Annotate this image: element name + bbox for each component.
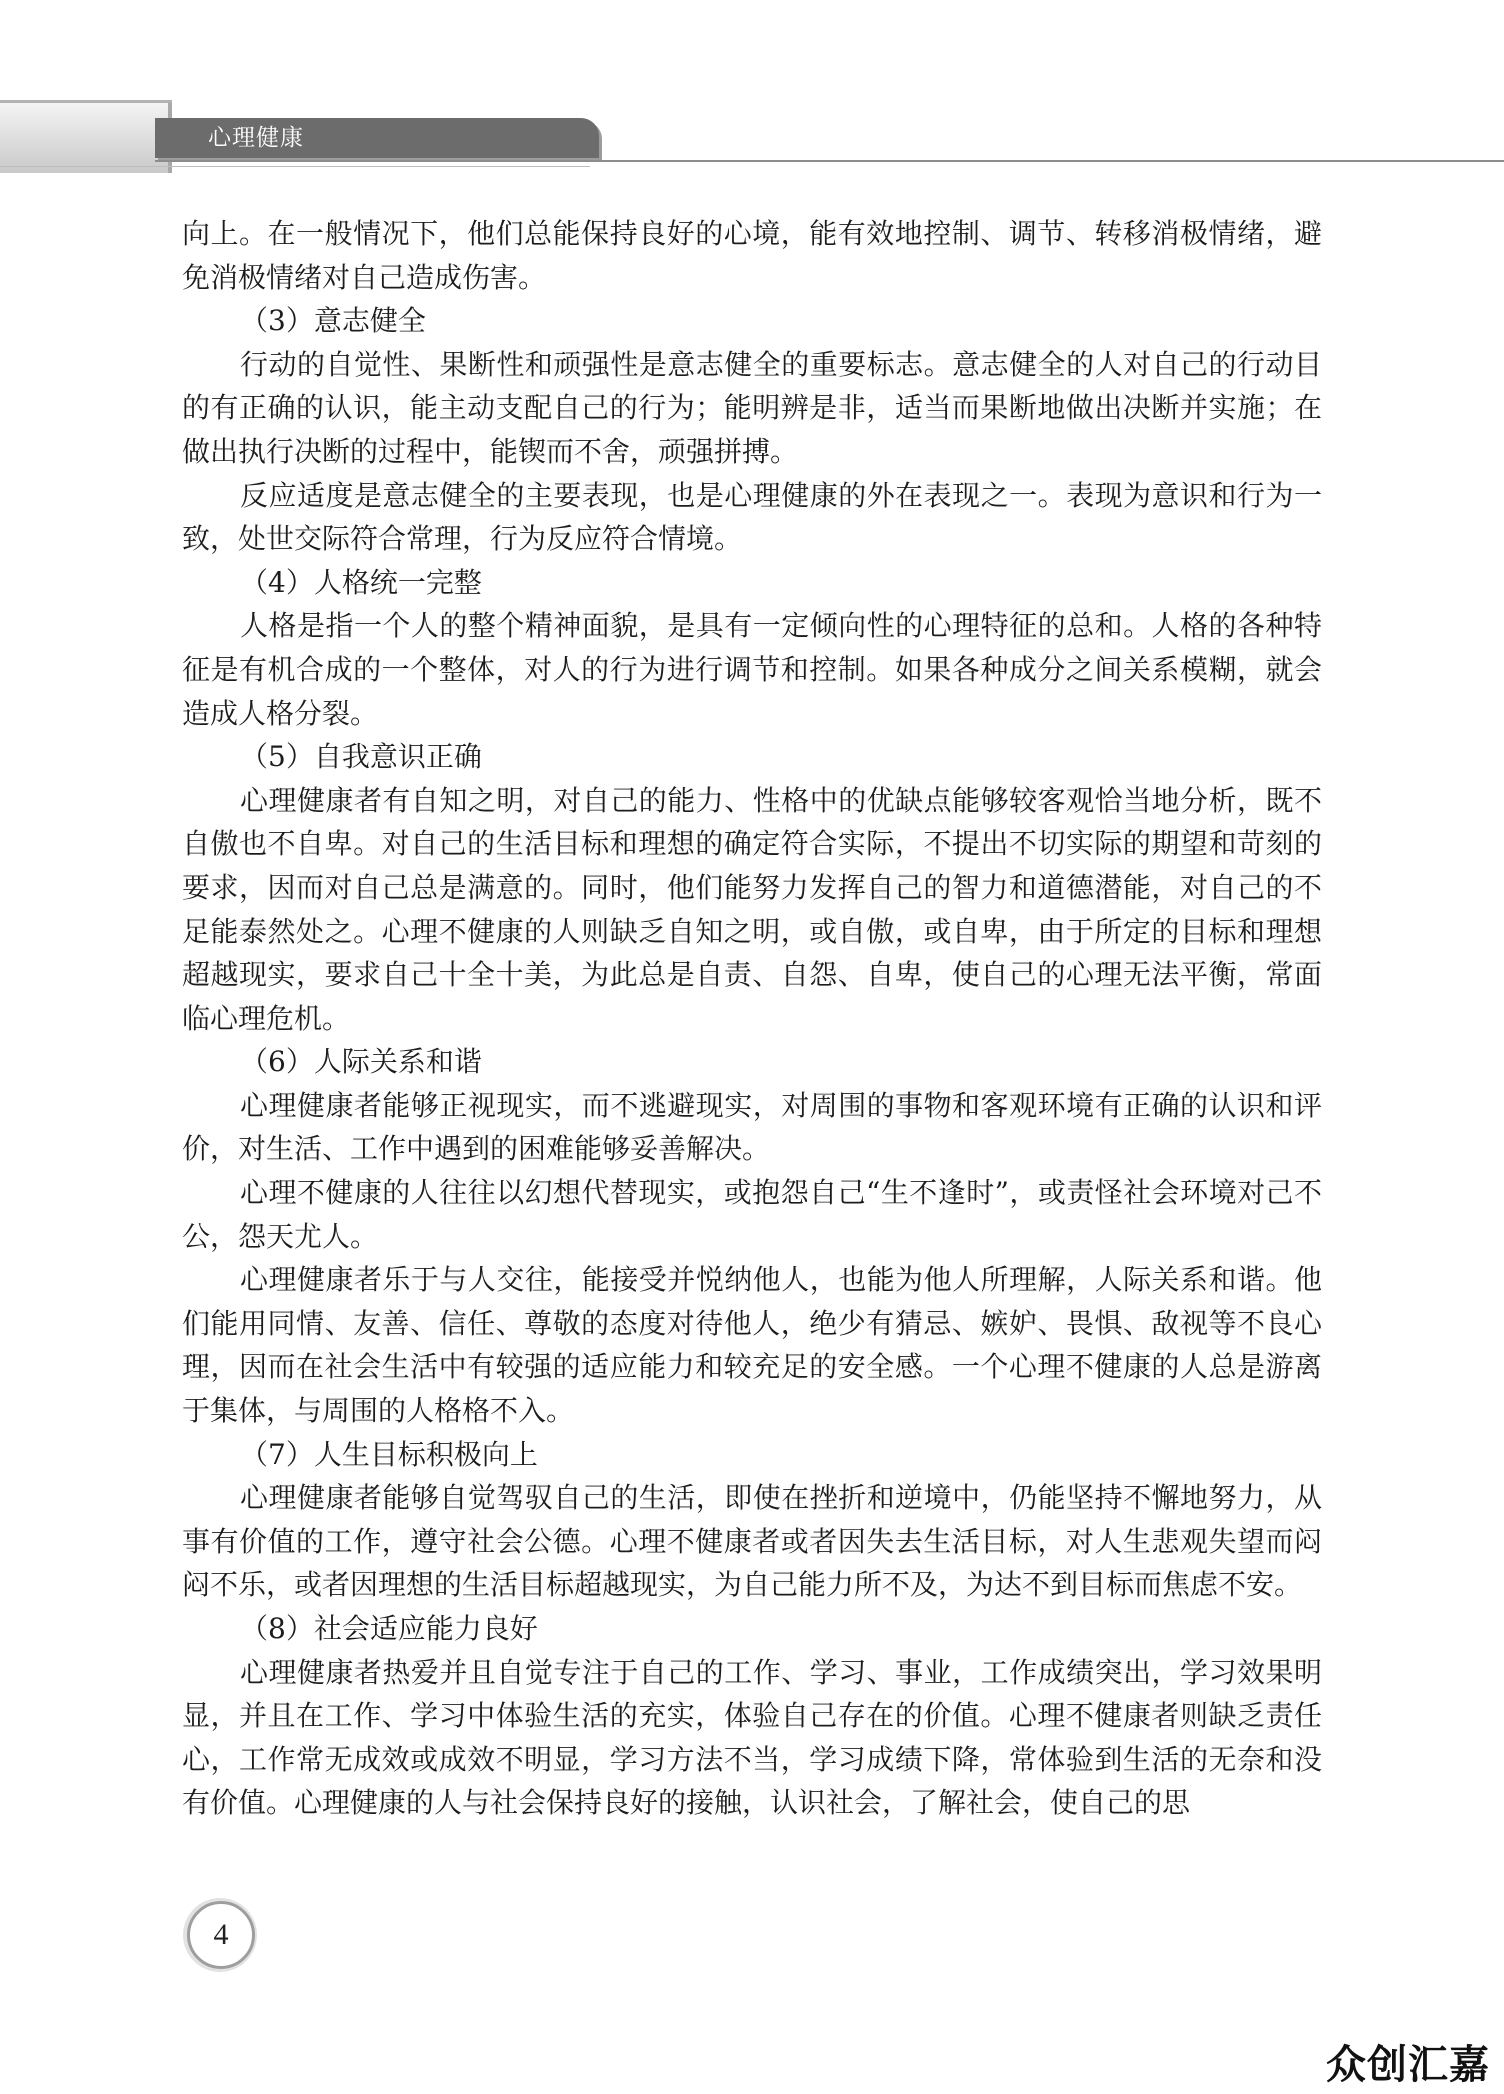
paragraph: 心理健康者乐于与人交往，能接受并悦纳他人，也能为他人所理解，人际关系和谐。他们能用同情、友善、信任、尊敬的态度对待他人，绝少有猜忌、嫉妒、畏惧、敌视等不良心理，因而在社会生活中有较强的适应能力和较充足的安全感。一个心理不健康的人总是游离于集体，与周围的人格格不入。 bbox=[182, 1263, 1322, 1428]
section-heading: （5）自我意识正确 bbox=[240, 740, 482, 774]
page-body bbox=[182, 212, 1322, 1825]
section-heading: （6）人际关系和谐 bbox=[240, 1045, 482, 1079]
paragraph: 心理健康者热爱并且自觉专注于自己的工作、学习、事业，工作成绩突出，学习效果明显，并且在工作、学习中体验生活的充实，体验自己存在的价值。心理不健康者则缺乏责任心，工作常无成效或成效不明显，学习方法不当，学习成绩下降，常体验到生活的无奈和没有价值。心理健康的人与社会保持良好的接触，认识社会，了解社会，使自己的思 bbox=[182, 1655, 1322, 1820]
section-heading: （3）意志健全 bbox=[240, 304, 426, 338]
paragraph: 心理健康者能够正视现实，而不逃避现实，对周围的事物和客观环境有正确的认识和评价，对生活、工作中遇到的困难能够妥善解决。 bbox=[182, 1088, 1322, 1166]
section-heading: （8）社会适应能力良好 bbox=[240, 1612, 538, 1645]
page-number: 4 bbox=[213, 1918, 229, 1951]
header-decor-thin-rule bbox=[0, 166, 590, 167]
paragraph: 心理健康者能够自觉驾驭自己的生活，即使在挫折和逆境中，仍能坚持不懈地努力，从事有价值的工作，遵守社会公德。心理不健康者或者因失去生活目标，对人生悲观失望而闷闷不乐，或者因理想的生活目标超越现实，为自己能力所不及，为达不到目标而焦虑不安。 bbox=[182, 1481, 1322, 1602]
running-header-title: 心理健康 bbox=[208, 125, 304, 151]
section-heading: （4）人格统一完整 bbox=[240, 565, 482, 599]
watermark-text: 众创汇嘉 bbox=[1326, 2042, 1490, 2088]
paragraph: 心理不健康的人往往以幻想代替现实，或抱怨自己“生不逢时”，或责怪社会环境对己不公，怨天尤人。 bbox=[182, 1176, 1322, 1253]
header-rule bbox=[155, 160, 1504, 162]
header-decor-frame-top bbox=[0, 100, 172, 103]
paragraph: 向上。在一般情况下，他们总能保持良好的心境，能有效地控制、调节、转移消极情绪，避免消极情绪对自己造成伤害。 bbox=[182, 217, 1322, 294]
paragraph: 人格是指一个人的整个精神面貌，是具有一定倾向性的心理特征的总和。人格的各种特征是有机合成的一个整体，对人的行为进行调节和控制。如果各种成分之间关系模糊，就会造成人格分裂。 bbox=[182, 609, 1322, 730]
section-heading: （7）人生目标积极向上 bbox=[240, 1437, 538, 1471]
paragraph: 心理健康者有自知之明，对自己的能力、性格中的优缺点能够较客观恰当地分析，既不自傲也不自卑。对自己的生活目标和理想的确定符合实际，不提出不切实际的期望和苛刻的要求，因而对自己总是满意的。同时，他们能努力发挥自己的智力和道德潜能，对自己的不足能泰然处之。心理不健康的人则缺乏自知之明，或自傲，或自卑，由于所定的目标和理想超越现实，要求自己十全十美，为此总是自责、自怨、自卑，使自己的心理无法平衡，常面临心理危机。 bbox=[182, 783, 1322, 1035]
paragraph: 行动的自觉性、果断性和顽强性是意志健全的重要标志。意志健全的人对自己的行动目的有正确的认识，能主动支配自己的行为；能明辨是非，适当而果断地做出决断并实施；在做出执行决断的过程中，能锲而不舍，顽强拼搏。 bbox=[182, 347, 1322, 468]
header-decor-band bbox=[0, 103, 168, 173]
paragraph: 反应适度是意志健全的主要表现，也是心理健康的外在表现之一。表现为意识和行为一致，处世交际符合常理，行为反应符合情境。 bbox=[182, 478, 1322, 556]
